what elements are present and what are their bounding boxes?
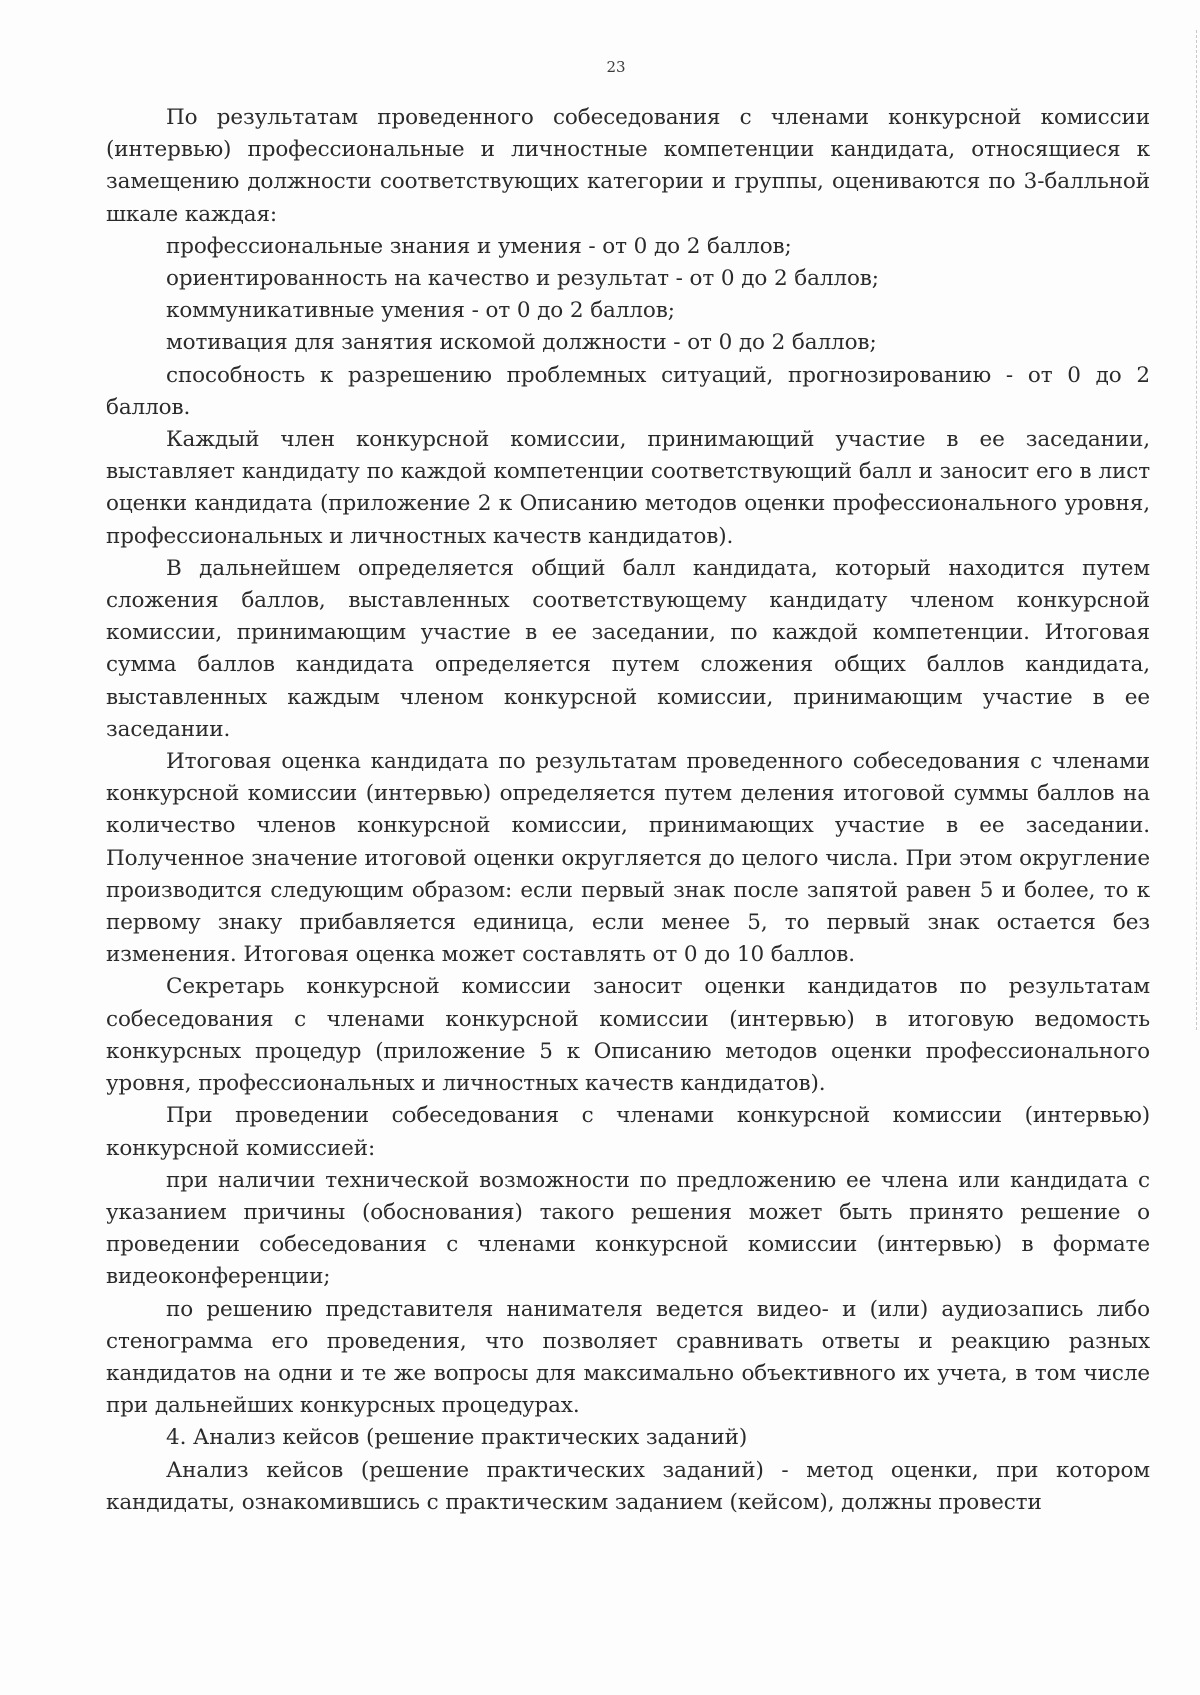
paragraph-videoconference: при наличии технической возможности по предложению ее члена или кандидата с указанием причины (обоснования) такого решения может быть принято решение о проведении собеседования с членами конкурсной комиссии (интервью) в формате видеоконференции; — [106, 1167, 1150, 1290]
list-item: способность к разрешению проблемных ситуаций, прогнозированию - от 0 до 2 баллов. — [106, 362, 1150, 420]
list-item: ориентированность на качество и результат - от 0 до 2 баллов; — [166, 266, 879, 292]
paragraph-secretary: Секретарь конкурсной комиссии заносит оценки кандидатов по результатам собеседования с членами конкурсной комиссии (интервью) в итоговую ведомость конкурсных процедур (приложение 5 к Описанию методов оценки профессионального уровня, профессиональных и личностных качеств кандидатов). — [106, 974, 1150, 1097]
list-item: коммуникативные умения - от 0 до 2 баллов; — [166, 298, 675, 324]
paragraph-interview-scoring: По результатам проведенного собеседования с членами конкурсной комиссии (интервью) профессиональные и личностные компетенции кандидата, относящиеся к замещению должности соответствующих категории и группы, оцениваются по 3-балльной шкале каждая: — [106, 105, 1150, 227]
paragraph-member-score: Каждый член конкурсной комиссии, принимающий участие в ее заседании, выставляет кандидату по каждой компетенции соответствующий балл и заносит его в лист оценки кандидата (приложение 2 к Описанию методов оценки профессионального уровня, профессиональных и личностных качеств кандидатов). — [106, 427, 1150, 549]
competence-list — [106, 231, 1150, 360]
paragraph-recording: по решению представителя нанимателя ведется видео- и (или) аудиозапись либо стенограмма его проведения, что позволяет сравнивать ответы и реакцию разных кандидатов на одни и те же вопросы для максимально объективного их учета, в том числе при дальнейших конкурсных процедурах. — [106, 1296, 1150, 1419]
paragraph-interview-conduct: При проведении собеседования с членами конкурсной комиссии (интервью) конкурсной комиссией: — [106, 1103, 1150, 1161]
paragraph-case-analysis: Анализ кейсов (решение практических заданий) - метод оценки, при котором кандидаты, ознакомившись с практическим заданием (кейсом), должны провести — [106, 1457, 1150, 1515]
list-item: профессиональные знания и умения - от 0 до 2 баллов; — [166, 233, 792, 259]
section-heading-case-analysis: 4. Анализ кейсов (решение практических заданий) — [166, 1425, 748, 1451]
paragraph-final-grade: Итоговая оценка кандидата по результатам проведенного собеседования с членами конкурсной комиссии (интервью) определяется путем деления итоговой суммы баллов на количество членов конкурсной комиссии, принимающих участие в ее заседании. Полученное значение итоговой оценки округляется до целого числа. При этом округление производится следующим образом: если первый знак после запятой равен 5 и более, то к первому знаку прибавляется единица, если менее 5, то первый знак остается без изменения. Итоговая оценка может составлять от 0 до 10 баллов. — [106, 749, 1150, 968]
document-body — [106, 102, 1150, 1519]
paragraph-total-score: В дальнейшем определяется общий балл кандидата, который находится путем сложения баллов, выставленных соответствующему кандидату членом конкурсной комиссии, принимающим участие в ее заседании, по каждой компетенции. Итоговая сумма баллов кандидата определяется путем сложения общих баллов кандидата, выставленных каждым членом конкурсной комиссии, принимающим участие в ее заседании. — [106, 555, 1150, 742]
list-item: мотивация для занятия искомой должности - от 0 до 2 баллов; — [166, 330, 877, 356]
page-number: 23 — [606, 58, 626, 76]
scan-edge-line — [1196, 30, 1200, 1030]
